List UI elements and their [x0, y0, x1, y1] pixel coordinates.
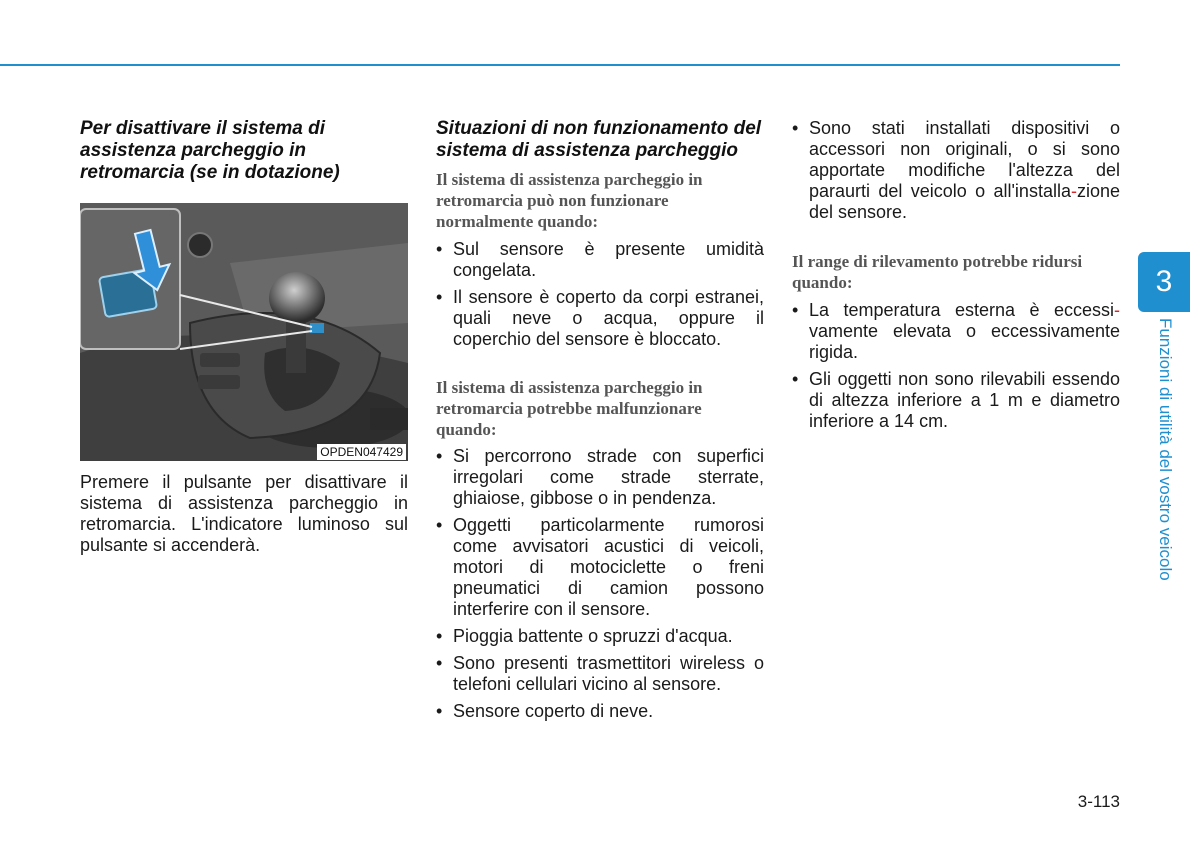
bullet-icon: • [436, 653, 443, 673]
list-item: • La temperatura esterna è eccessi-vamente elevata o eccessivamente rigida. [792, 300, 1120, 362]
gear-console-illustration [80, 203, 408, 461]
bullet-icon: • [436, 626, 443, 646]
column-1 [80, 118, 408, 556]
subheading-may-malfunction: Il sistema di assistenza parcheggio in retromarcia potrebbe malfunzionare quando: [436, 378, 703, 439]
list-item: • Si percorrono strade con superfici irregolari come strade sterrate, ghiaiose, gibbose o in pendenza. [436, 446, 764, 508]
list-item: • Pioggia battente o spruzzi d'acqua. [436, 626, 733, 646]
bullet-icon: • [436, 239, 443, 259]
list-continued [792, 118, 1120, 223]
bullet-icon: • [436, 515, 443, 535]
hyphen-mark: - [1070, 181, 1077, 201]
bullet-icon: • [792, 369, 799, 389]
subheading-may-not-work: Il sistema di assistenza parcheggio in retromarcia può non funzionare normalmente quando: [436, 170, 703, 231]
bullet-icon: • [436, 446, 443, 466]
bullet-icon: • [436, 287, 443, 307]
bullet-icon: • [792, 300, 799, 320]
hyphen-mark: - [1114, 300, 1120, 320]
section-heading-malfunction: Situazioni di non funzionamento del sistema di assistenza parcheggio [436, 118, 762, 161]
list-item: • Oggetti particolarmente rumorosi come avvisatori acustici di veicoli, motori di motociclette o freni pneumatici di camion possono interferire con il sensore. [436, 515, 764, 619]
list-item: • Il sensore è coperto da corpi estranei, quali neve o acqua, oppure il coperchio del sensore è bloccato. [436, 287, 764, 349]
subheading-range-reduced: Il range di rilevamento potrebbe ridursi quando: [792, 252, 1083, 292]
chapter-title: Funzioni di utilità del vostro veicolo [1156, 318, 1175, 581]
chapter-tab [1138, 252, 1190, 312]
list-item: • Sono presenti trasmettitori wireless o telefoni cellulari vicino al sensore. [436, 653, 764, 694]
list-item: • Gli oggetti non sono rilevabili essendo di altezza inferiore a 1 m e diametro inferiore a 14 cm. [792, 369, 1120, 431]
top-rule [0, 64, 1120, 66]
section-heading-deactivate: Per disattivare il sistema di assistenza parcheggio in retromarcia (se in dotazione) [80, 118, 340, 183]
chapter-number: 3 [1155, 265, 1173, 298]
deactivate-paragraph: Premere il pulsante per disattivare il sistema di assistenza parcheggio in retromarcia. L'indicatore luminoso sul pulsante si accenderà. [80, 472, 408, 555]
list-may-malfunction [436, 446, 764, 722]
list-may-not-work [436, 239, 764, 350]
bullet-icon: • [792, 118, 799, 138]
list-item: • Sono stati installati dispositivi o accessori non originali, o si sono apportate modifiche l'altezza del paraurti del veicolo o all'installa-zione del sensore. [792, 118, 1120, 222]
list-item: • Sul sensore è presente umidità congelata. [436, 239, 764, 280]
console-photo [80, 203, 408, 461]
list-range-reduced [792, 300, 1120, 432]
list-item: • Sensore coperto di neve. [436, 701, 654, 721]
page-number: 3-113 [1077, 792, 1120, 811]
figure-code: OPDEN047429 [317, 444, 406, 460]
column-2 [436, 118, 764, 728]
column-3 [792, 118, 1120, 438]
bullet-icon: • [436, 701, 443, 721]
